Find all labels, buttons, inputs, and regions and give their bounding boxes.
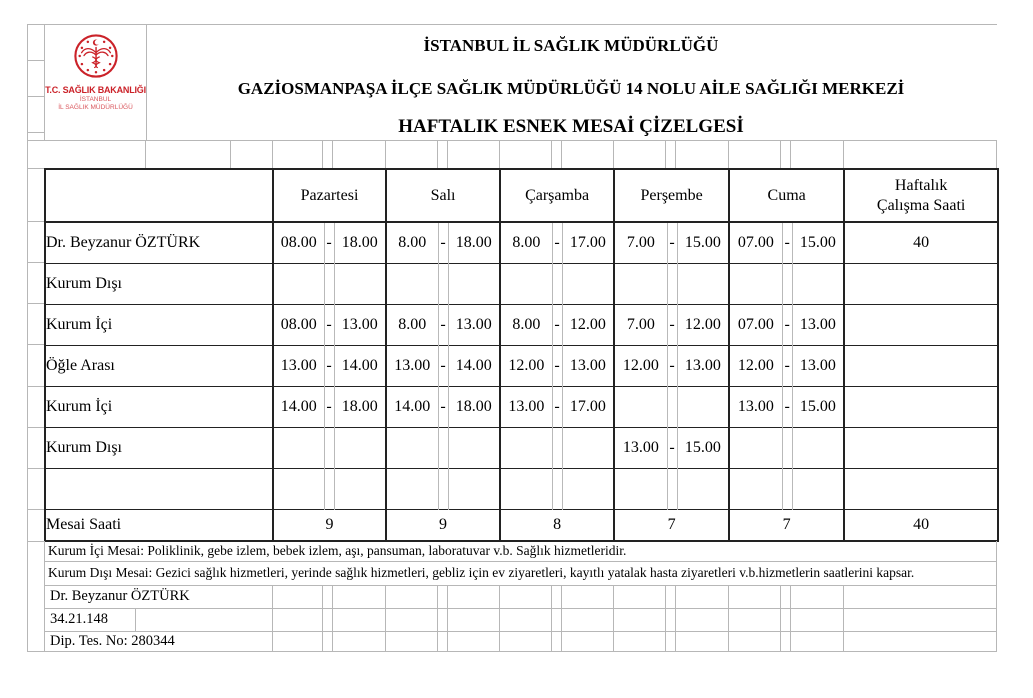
time-start-cell <box>386 263 438 304</box>
day-header: Salı <box>386 169 500 222</box>
gridline <box>44 541 45 651</box>
time-end-cell: 12.00 <box>677 304 729 345</box>
time-start-cell: 07.00 <box>729 304 782 345</box>
weekly-hours-cell <box>844 345 998 386</box>
table-row <box>45 304 998 345</box>
time-start-cell: 14.00 <box>273 386 324 427</box>
time-start-cell <box>273 263 324 304</box>
time-start-cell: 13.00 <box>386 345 438 386</box>
gridline <box>790 585 791 651</box>
time-end-cell <box>677 263 729 304</box>
time-dash-cell <box>438 263 448 304</box>
time-start-cell: 7.00 <box>614 222 667 263</box>
summary-row <box>45 509 998 541</box>
time-start-cell <box>500 263 552 304</box>
summary-label: Mesai Saati <box>46 515 122 533</box>
document-title: HAFTALIK ESNEK MESAİ ÇİZELGESİ <box>398 116 744 137</box>
day-header: Pazartesi <box>273 169 386 222</box>
schedule-table <box>44 168 999 542</box>
day-header: Perşembe <box>614 169 729 222</box>
time-end-cell: 13.00 <box>792 304 844 345</box>
time-end-cell <box>562 468 614 509</box>
time-dash-cell: - <box>782 304 792 345</box>
time-end-cell: 18.00 <box>334 222 386 263</box>
org-title: İSTANBUL İL SAĞLIK MÜDÜRLÜĞÜ <box>423 36 719 55</box>
time-dash-cell: - <box>782 222 792 263</box>
summary-value-cell: 7 <box>614 509 729 541</box>
time-start-cell: 8.00 <box>500 222 552 263</box>
time-dash-cell: - <box>552 304 562 345</box>
gridline <box>27 60 44 61</box>
time-dash-cell: - <box>552 345 562 386</box>
weekly-hours-cell <box>844 304 998 345</box>
time-end-cell <box>334 468 386 509</box>
gridline <box>728 140 729 168</box>
gridline <box>27 221 44 222</box>
time-start-cell <box>614 468 667 509</box>
gridline <box>385 140 386 168</box>
time-end-cell: 15.00 <box>677 222 729 263</box>
time-dash-cell <box>324 263 334 304</box>
time-start-cell: 13.00 <box>729 386 782 427</box>
time-start-cell: 14.00 <box>386 386 438 427</box>
time-end-cell: 12.00 <box>562 304 614 345</box>
gridline <box>561 140 562 168</box>
time-start-cell: 12.00 <box>614 345 667 386</box>
row-label: Kurum İçi <box>46 315 113 333</box>
weekly-hours-cell <box>844 386 998 427</box>
time-start-cell: 08.00 <box>273 222 324 263</box>
summary-value-cell: 8 <box>500 509 614 541</box>
time-end-cell: 13.00 <box>562 345 614 386</box>
time-end-cell <box>334 263 386 304</box>
table-row <box>45 468 998 509</box>
gridline <box>27 651 44 652</box>
time-dash-cell: - <box>324 345 334 386</box>
logo-city: İSTANBUL <box>79 96 112 103</box>
footer-dip-no: Dip. Tes. No: 280344 <box>50 633 175 649</box>
weekly-hours-cell <box>844 468 998 509</box>
summary-weekly-cell: 40 <box>844 509 998 541</box>
gridline <box>780 585 781 651</box>
time-end-cell <box>448 427 500 468</box>
time-start-cell: 13.00 <box>614 427 667 468</box>
time-start-cell: 13.00 <box>500 386 552 427</box>
gridline <box>665 140 666 168</box>
gridline <box>447 140 448 168</box>
time-dash-cell: - <box>324 304 334 345</box>
time-dash-cell: - <box>667 304 677 345</box>
gridline <box>437 585 438 651</box>
time-dash-cell: - <box>782 345 792 386</box>
gridline <box>499 585 500 651</box>
gridline <box>27 344 44 345</box>
time-end-cell: 13.00 <box>334 304 386 345</box>
time-start-cell: 13.00 <box>273 345 324 386</box>
time-dash-cell: - <box>667 427 677 468</box>
gridline <box>44 631 997 632</box>
gridline <box>44 608 997 609</box>
time-start-cell: 12.00 <box>500 345 552 386</box>
time-start-cell: 08.00 <box>273 304 324 345</box>
time-start-cell <box>273 468 324 509</box>
time-end-cell: 15.00 <box>677 427 729 468</box>
time-end-cell <box>792 263 844 304</box>
time-dash-cell: - <box>438 304 448 345</box>
gridline <box>790 140 791 168</box>
time-dash-cell: - <box>782 386 792 427</box>
gridline <box>613 585 614 651</box>
gridline <box>322 585 323 651</box>
gridline <box>499 140 500 168</box>
time-end-cell <box>677 468 729 509</box>
time-end-cell <box>792 468 844 509</box>
time-start-cell: 8.00 <box>500 304 552 345</box>
gridline <box>843 585 844 651</box>
gridline <box>447 585 448 651</box>
gridline <box>27 262 44 263</box>
time-end-cell: 18.00 <box>448 222 500 263</box>
gridline <box>613 140 614 168</box>
row-label <box>45 468 273 509</box>
time-end-cell <box>448 468 500 509</box>
time-end-cell: 17.00 <box>562 386 614 427</box>
note-kurum-ici: Kurum İçi Mesai: Poliklinik, gebe izlem, bebek izlem, aşı, pansuman, laboratuvar v.b. Sağlık hizmetleridir. <box>48 543 627 558</box>
gridline <box>27 509 44 510</box>
time-start-cell: 7.00 <box>614 304 667 345</box>
time-dash-cell <box>552 263 562 304</box>
time-dash-cell: - <box>324 222 334 263</box>
logo-unit: İL SAĞLIK MÜDÜRLÜĞÜ <box>58 104 133 111</box>
gridline <box>551 585 552 651</box>
gridline <box>561 585 562 651</box>
note-kurum-disi: Kurum Dışı Mesai: Gezici sağlık hizmetleri, yerinde sağlık hizmetleri, gebliz için ev ziyaretleri, kayıtlı yatalak hasta ziyaretleri v.b.hizmetlerin saatlerini kapsar. <box>48 565 915 580</box>
time-start-cell <box>729 468 782 509</box>
day-header: Cuma <box>729 169 844 222</box>
gridline <box>272 140 273 168</box>
time-dash-cell <box>552 427 562 468</box>
time-end-cell <box>562 427 614 468</box>
corner-cell <box>45 169 273 222</box>
time-end-cell: 15.00 <box>792 386 844 427</box>
time-end-cell: 15.00 <box>792 222 844 263</box>
weekly-header-line1: Haftalık <box>894 176 948 194</box>
gridline <box>27 427 44 428</box>
time-dash-cell <box>438 468 448 509</box>
footer-code: 34.21.148 <box>50 611 108 627</box>
time-dash-cell <box>667 468 677 509</box>
time-start-cell: 07.00 <box>729 222 782 263</box>
time-start-cell <box>729 263 782 304</box>
time-end-cell: 14.00 <box>334 345 386 386</box>
weekly-hours-cell <box>844 263 998 304</box>
row-label: Kurum Dışı <box>46 438 122 456</box>
table-row <box>45 427 998 468</box>
time-end-cell <box>792 427 844 468</box>
time-start-cell <box>273 427 324 468</box>
logo-ministry-name: T.C. SAĞLIK BAKANLIĞI <box>45 85 146 95</box>
gridline <box>27 468 44 469</box>
time-start-cell <box>729 427 782 468</box>
time-dash-cell: - <box>324 386 334 427</box>
time-end-cell: 18.00 <box>448 386 500 427</box>
time-dash-cell <box>324 468 334 509</box>
row-label: Kurum Dışı <box>46 274 122 292</box>
day-header: Çarşamba <box>500 169 614 222</box>
facility-title: GAZİOSMANPAŞA İLÇE SAĞLIK MÜDÜRLÜĞÜ 14 NOLU AİLE SAĞLIĞI MERKEZİ <box>237 79 905 98</box>
summary-value-cell: 9 <box>273 509 386 541</box>
time-end-cell: 14.00 <box>448 345 500 386</box>
gridline <box>27 24 997 25</box>
time-start-cell <box>614 386 667 427</box>
ministry-logo-cell <box>44 24 147 140</box>
gridline <box>135 608 136 631</box>
time-dash-cell <box>667 263 677 304</box>
time-end-cell: 13.00 <box>677 345 729 386</box>
time-start-cell <box>614 263 667 304</box>
summary-value-cell: 7 <box>729 509 844 541</box>
gridline <box>322 140 323 168</box>
table-row <box>45 222 998 263</box>
time-start-cell <box>386 468 438 509</box>
time-start-cell: 8.00 <box>386 304 438 345</box>
time-dash-cell <box>667 386 677 427</box>
gridline <box>230 140 231 168</box>
gridline <box>728 585 729 651</box>
time-end-cell: 18.00 <box>334 386 386 427</box>
gridline <box>27 140 997 141</box>
gridline <box>437 140 438 168</box>
time-dash-cell: - <box>438 345 448 386</box>
time-dash-cell: - <box>552 222 562 263</box>
gridline <box>27 168 44 169</box>
weekly-header-line2: Çalışma Saati <box>876 196 966 214</box>
gridline <box>843 140 844 168</box>
time-dash-cell <box>552 468 562 509</box>
footer-doctor-name: Dr. Beyzanur ÖZTÜRK <box>50 588 190 604</box>
gridline <box>675 140 676 168</box>
gridline <box>665 585 666 651</box>
time-end-cell: 13.00 <box>792 345 844 386</box>
time-end-cell <box>677 386 729 427</box>
gridline <box>272 585 273 651</box>
weekly-hours-cell <box>844 427 998 468</box>
table-row <box>45 345 998 386</box>
gridline <box>27 96 44 97</box>
gridline <box>27 541 44 542</box>
time-dash-cell: - <box>667 222 677 263</box>
time-dash-cell <box>782 468 792 509</box>
time-dash-cell <box>438 427 448 468</box>
gridline <box>332 585 333 651</box>
health-ministry-emblem-icon <box>73 33 119 79</box>
time-dash-cell: - <box>667 345 677 386</box>
gridline <box>44 561 997 562</box>
time-end-cell <box>334 427 386 468</box>
time-dash-cell <box>324 427 334 468</box>
gridline <box>145 140 146 168</box>
time-end-cell: 13.00 <box>448 304 500 345</box>
weekly-hours-cell: 40 <box>844 222 998 263</box>
weekly-hours-header <box>844 169 998 222</box>
gridline <box>27 132 44 133</box>
time-dash-cell: - <box>552 386 562 427</box>
time-start-cell <box>500 427 552 468</box>
time-start-cell <box>386 427 438 468</box>
gridline <box>675 585 676 651</box>
gridline <box>385 585 386 651</box>
gridline <box>780 140 781 168</box>
time-dash-cell <box>782 427 792 468</box>
row-label: Öğle Arası <box>46 356 115 374</box>
time-dash-cell: - <box>438 222 448 263</box>
gridline <box>551 140 552 168</box>
time-end-cell: 17.00 <box>562 222 614 263</box>
gridline <box>27 303 44 304</box>
summary-value-cell: 9 <box>386 509 500 541</box>
time-dash-cell <box>782 263 792 304</box>
time-start-cell <box>500 468 552 509</box>
gridline <box>996 541 997 651</box>
gridline <box>332 140 333 168</box>
time-start-cell: 8.00 <box>386 222 438 263</box>
time-dash-cell: - <box>438 386 448 427</box>
time-end-cell <box>562 263 614 304</box>
time-end-cell <box>448 263 500 304</box>
document-titles <box>145 24 997 140</box>
time-start-cell: 12.00 <box>729 345 782 386</box>
table-row <box>45 263 998 304</box>
gridline <box>44 651 997 652</box>
gridline <box>27 386 44 387</box>
header-row <box>45 169 998 222</box>
gridline <box>996 140 997 168</box>
row-label: Kurum İçi <box>46 397 113 415</box>
gridline <box>27 24 28 651</box>
gridline <box>44 585 997 586</box>
table-row <box>45 386 998 427</box>
row-label: Dr. Beyzanur ÖZTÜRK <box>46 233 201 251</box>
